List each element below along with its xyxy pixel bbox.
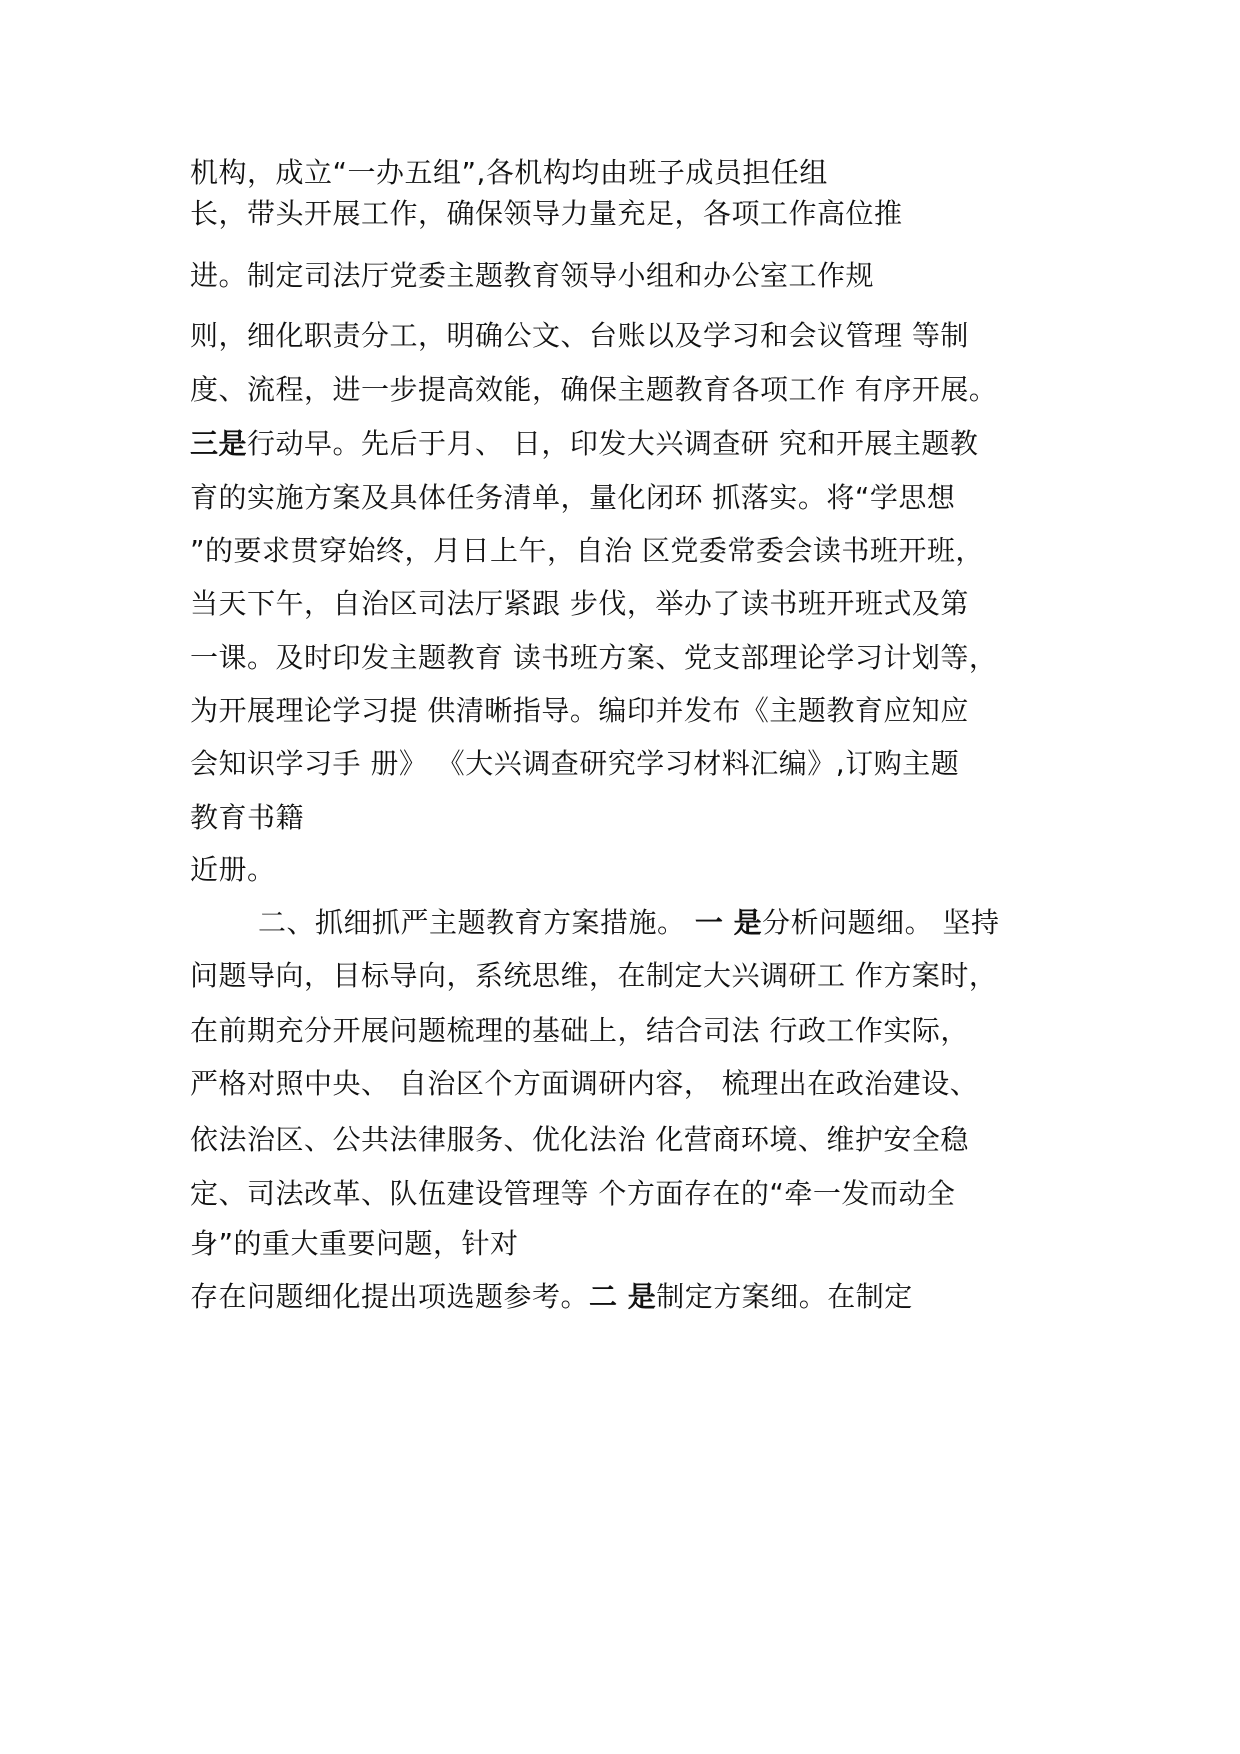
- text-segment: 一课。及时印发主题教育 读书班方案、党支部理论学习计划等，: [190, 641, 998, 674]
- text-line: [190, 318, 969, 354]
- text-segment: 教育书籍: [190, 801, 305, 834]
- text-line: [190, 640, 997, 676]
- text-line: [190, 746, 959, 782]
- text-segment: 制定方案细。在制定: [656, 1280, 913, 1313]
- text-segment: ”的要求贯穿始终，月日上午，自治 区党委常委会读书班开班，: [190, 534, 984, 567]
- text-segment: 存在问题细化提出项选题参考。: [190, 1280, 590, 1313]
- text-segment: 严格对照中央、 自治区个方面调研内容， 梳理出在政治建设、: [190, 1067, 979, 1100]
- text-segment: 在前期充分开展问题梳理的基础上，结合司法 行政工作实际，: [190, 1014, 969, 1047]
- text-segment: 长，带头开展工作，确保领导力量充足，各项工作高位推: [190, 197, 903, 230]
- text-line: [190, 533, 984, 569]
- text-line: [190, 852, 276, 888]
- text-line: [190, 155, 828, 191]
- text-line: [190, 426, 978, 462]
- text-segment: 进。制定司法厅党委主题教育领导小组和办公室工作规: [190, 259, 875, 292]
- text-segment: 分析问题细。 坚持: [762, 906, 1000, 939]
- text-segment: 近册。: [190, 853, 276, 886]
- bold-keyword: 一 是: [694, 906, 763, 939]
- text-segment: 则，细化职责分工，明确公文、台账以及学习和会议管理 等制: [190, 319, 969, 352]
- text-segment: 行动早。先后于月、 日，印发大兴调查研 究和开展主题教: [247, 427, 979, 460]
- text-segment: 会知识学习手 册》 《大兴调查研究学习材料汇编》,订购主题: [190, 747, 960, 780]
- text-segment: 当天下午，自治区司法厅紧跟 步伐，举办了读书班开班式及第: [190, 587, 969, 620]
- text-segment: 度、流程，进一步提高效能，确保主题教育各项工作 有序开展。: [190, 373, 998, 406]
- bold-keyword: 三是: [190, 427, 248, 460]
- text-segment: 定、司法改革、队伍建设管理等 个方面存在的“牵一发而动全: [190, 1177, 956, 1210]
- text-line: [190, 196, 903, 232]
- text-segment: 二、抓细抓严主题教育方案措施。: [258, 906, 695, 939]
- text-line: [190, 693, 969, 729]
- text-segment: 为开展理论学习提 供清晰指导。编印并发布《主题教育应知应: [190, 694, 969, 727]
- text-line: [190, 1122, 969, 1158]
- text-line: [190, 1226, 519, 1262]
- text-segment: 机构，成立“一办五组”,各机构均由班子成员担任组: [190, 156, 828, 189]
- text-segment: 身”的重大重要问题，针对: [190, 1227, 519, 1260]
- text-line: [190, 1013, 969, 1049]
- text-line: [190, 800, 304, 836]
- text-segment: 问题导向，目标导向，系统思维，在制定大兴调研工 作方案时，: [190, 959, 998, 992]
- text-line: [190, 958, 997, 994]
- text-segment: 依法治区、公共法律服务、优化法治 化营商环境、维护安全稳: [190, 1123, 969, 1156]
- text-segment: 育的实施方案及具体任务清单，量化闭环 抓落实。将“学思想: [190, 481, 956, 514]
- text-line: [258, 905, 1000, 941]
- text-line: [190, 1066, 978, 1102]
- text-line: [190, 1176, 955, 1212]
- text-line: [190, 480, 955, 516]
- text-line: [190, 372, 997, 408]
- text-line: [190, 258, 874, 294]
- bold-keyword: 二 是: [589, 1280, 657, 1313]
- text-line: [190, 1279, 913, 1315]
- text-line: [190, 586, 969, 622]
